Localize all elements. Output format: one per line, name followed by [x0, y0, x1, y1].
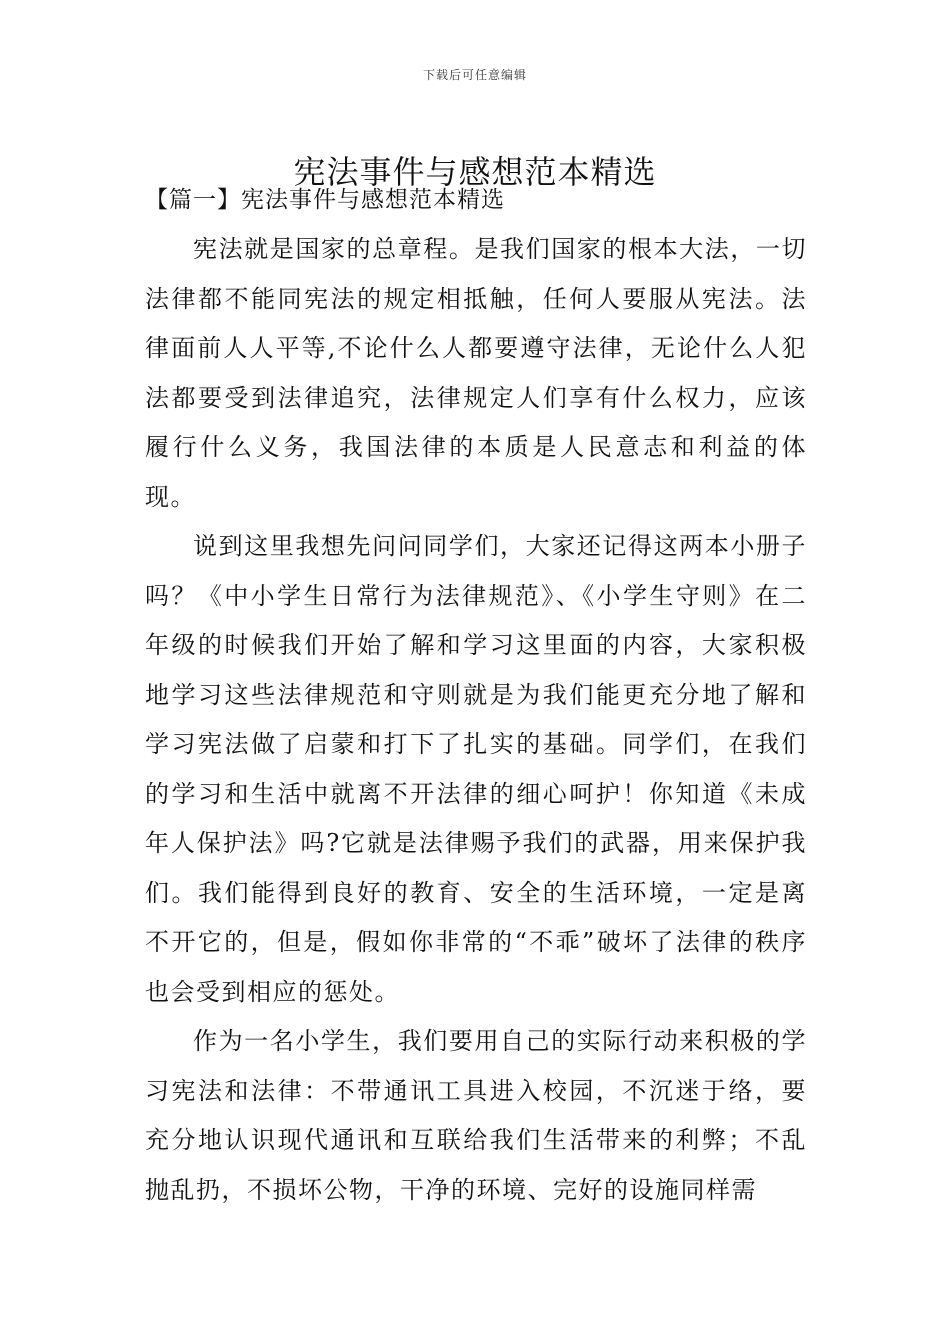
- document-title: 宪法事件与感想范本精选: [293, 153, 657, 192]
- paragraph-3: 作为一名小学生，我们要用自己的实际行动来积极的学习宪法和法律：不带通讯工具进入校园，不沉迷于络，要充分地认识现代通讯和互联给我们生活带来的利弊；不乱抛乱扔，不损坏公物，干净的环境、完好的设施同样需: [145, 1027, 807, 1204]
- section-heading: 【篇一】宪法事件与感想范本精选: [145, 187, 505, 213]
- paragraph-2: 说到这里我想先问问同学们，大家还记得这两本小册子吗？《中小学生日常行为法律规范》、《小学生守则》在二年级的时候我们开始了解和学习这里面的内容，大家积极地学习这些法律规范和守则就是为我们能更充分地了解和学习宪法做了启蒙和打下了扎实的基础。同学们，在我们的学习和生活中就离不开法律的细心呵护！你知道《未成年人保护法》吗?它就是法律赐予我们的武器，用来保护我们。我们能得到良好的教育、安全的生活环境，一定是离不开它的，但是，假如你非常的“不乖”破坏了法律的秩序也会受到相应的惩处。: [145, 532, 807, 1006]
- document-body: [145, 225, 807, 1215]
- header-note: 下载后可任意编辑: [422, 68, 527, 82]
- paragraph-1: 宪法就是国家的总章程。是我们国家的根本大法，一切法律都不能同宪法的规定相抵触，任何人要服从宪法。法律面前人人平等,不论什么人都要遵守法律，无论什么人犯法都要受到法律追究，法律规定人们享有什么权力，应该履行什么义务，我国法律的本质是人民意志和利益的体现。: [145, 235, 807, 511]
